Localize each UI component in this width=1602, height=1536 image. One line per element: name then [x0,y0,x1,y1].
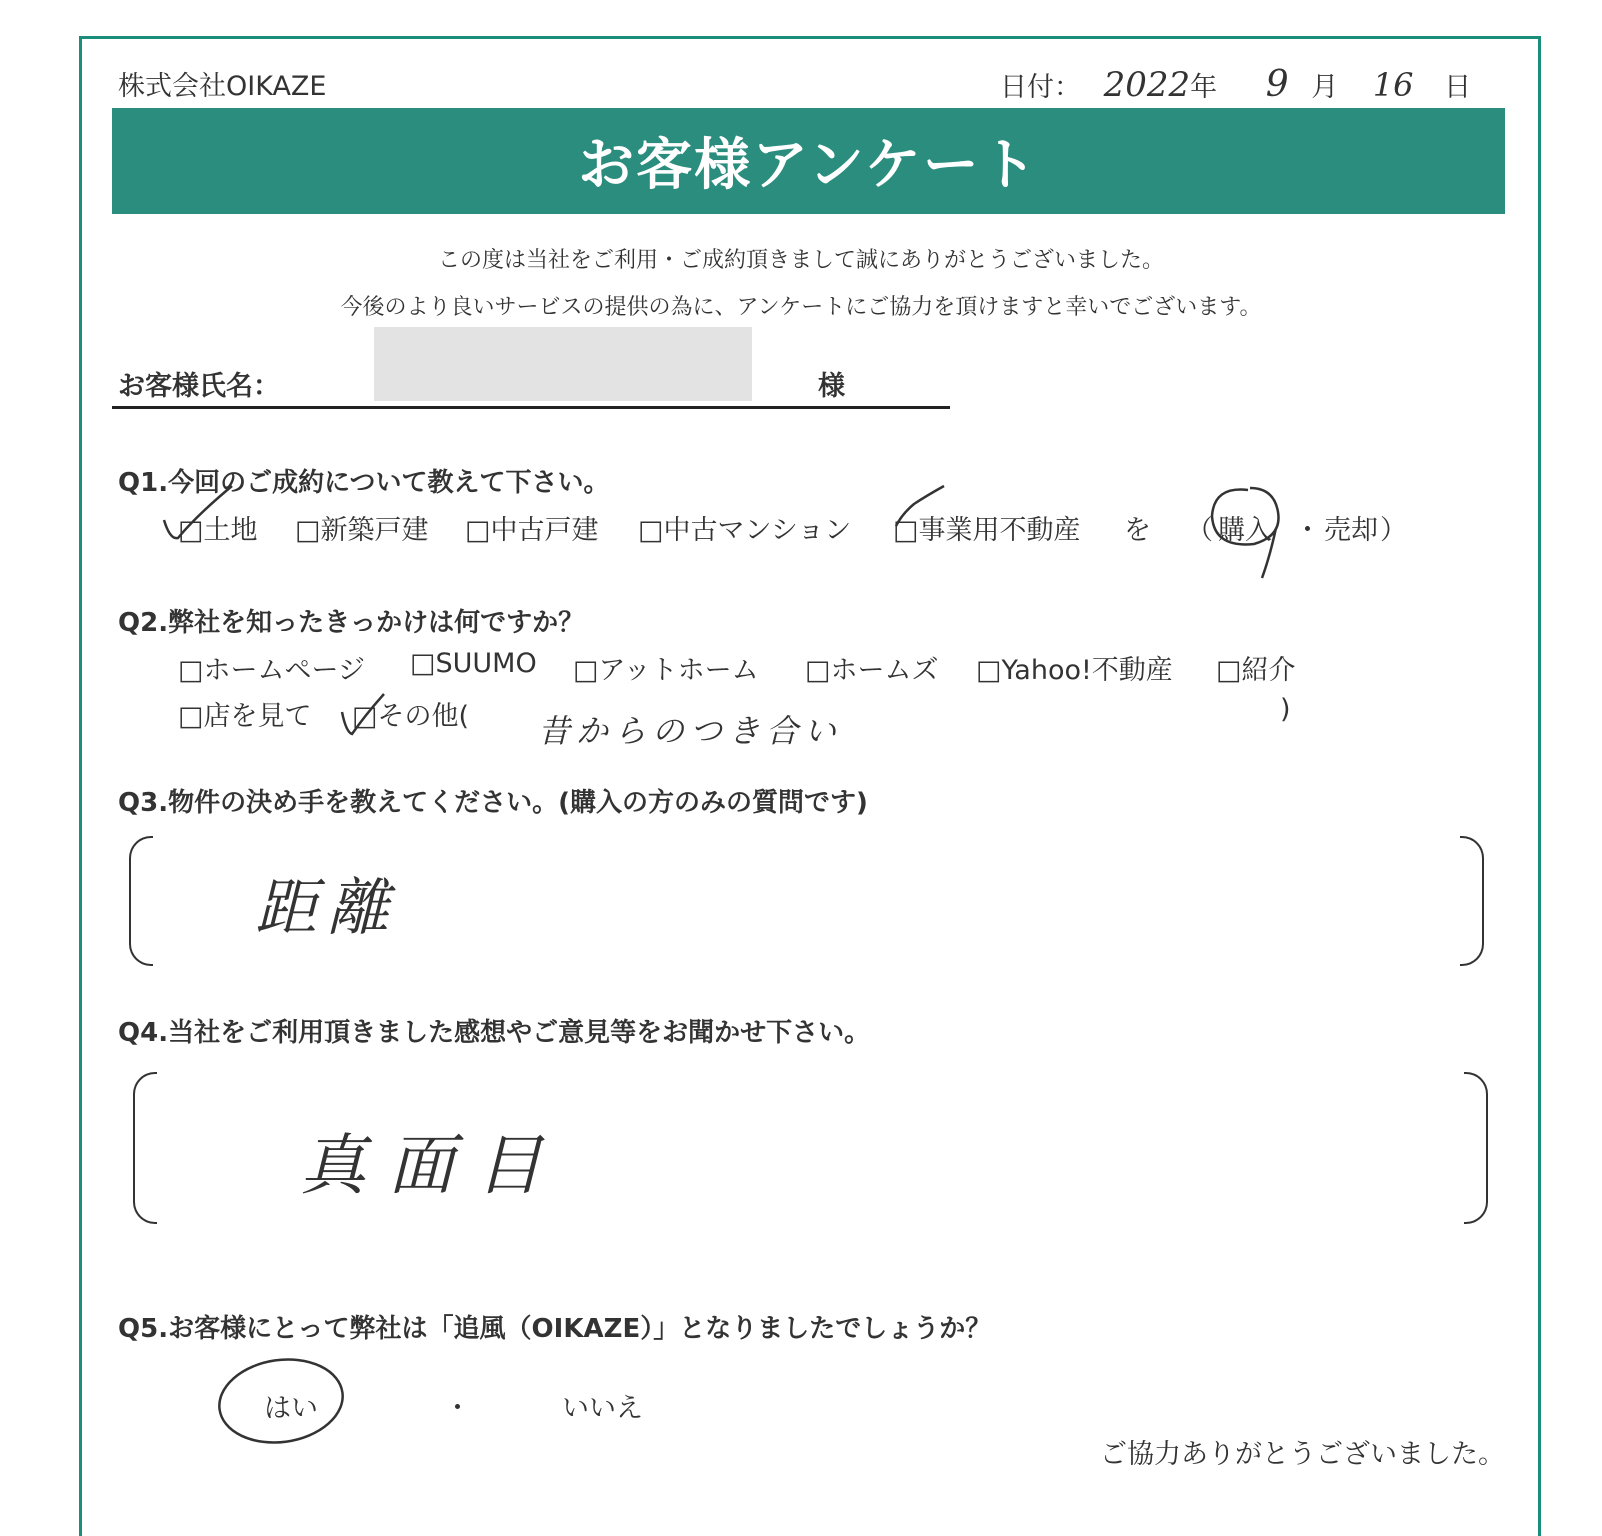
company-name: 株式会社OIKAZE [118,71,327,102]
q1-dot: ・ [1294,515,1321,546]
q1-option-used-condo[interactable]: □中古マンション [638,515,852,546]
date-year: 2022 [1103,65,1191,105]
q1-trade-purchase[interactable]: 購入 [1218,515,1272,546]
date-label: 日付： [1000,72,1081,103]
q5-dot: ・ [444,1393,471,1424]
date-day: 16 [1372,66,1414,104]
q4-answer[interactable]: 真面目 [300,1127,564,1204]
q5-yes-circle [214,1352,348,1450]
intro-line-1: この度は当社をご利用・ご成約頂きまして誠にありがとうございました。 [437,248,1164,273]
q2-question: Q2.弊社を知ったきっかけは何ですか？ [118,608,585,638]
q1-land-check-mark [164,486,232,538]
q3-answer[interactable]: 距離 [255,871,400,944]
q2-option-store[interactable]: □店を見て [178,701,312,732]
q1-close-paren: ） [1380,515,1407,546]
q2-other-close-paren: ) [1280,694,1291,725]
q1-purchase-circle [1212,488,1279,578]
intro-line-2: 今後のより良いサービスの提供の為に、アンケートにご協力を頂けますと幸いでございます。 [340,295,1262,320]
date-month-unit: 月 [1311,72,1339,103]
q2-option-referral[interactable]: □紹介 [1216,655,1296,686]
q1-option-business-property[interactable]: □事業用不動産 [893,515,1081,546]
q4-question: Q4.当社をご利用頂きました感想やご意見等をお聞かせ下さい。 [118,1018,871,1048]
q2-option-homepage[interactable]: □ホームページ [178,655,365,686]
q2-option-other[interactable]: □その他( [352,701,470,732]
date-day-unit: 日 [1444,72,1472,103]
q1-option-used-house[interactable]: □中古戸建 [465,515,599,546]
q1-open-paren: （ [1186,515,1213,546]
q1-business-check-mark [896,486,944,526]
q2-option-athome[interactable]: □アットホーム [573,655,759,686]
date-month: 9 [1265,64,1289,105]
page-title: お客様アンケート [578,133,1039,198]
q5-question: Q5.お客様にとって弊社は「追風（OIKAZE）」となりましたでしょうか？ [118,1314,992,1344]
q1-trade-sale[interactable]: 売却 [1324,515,1378,546]
q2-option-yahoo[interactable]: □Yahoo!不動産 [976,655,1173,686]
customer-name-label: お客様氏名： [118,371,280,402]
closing-message: ご協力ありがとうございました。 [1100,1439,1505,1470]
customer-honorific: 様 [818,371,845,402]
q1-particle: を [1124,515,1151,546]
q1-option-land[interactable]: □土地 [178,515,258,546]
q5-option-no[interactable]: いいえ [562,1393,643,1424]
q2-other-check-mark [342,694,384,734]
q2-other-answer[interactable]: 昔からのつき合い [538,712,843,750]
q2-option-suumo[interactable]: □SUUMO [410,648,537,679]
q5-option-yes[interactable]: はい [264,1393,318,1424]
q1-question: Q1.今回のご成約について教えて下さい。 [118,468,610,498]
q2-option-homes[interactable]: □ホームズ [805,655,939,686]
q3-question: Q3.物件の決め手を教えてください。(購入の方のみの質問です) [118,788,868,818]
date-year-unit: 年 [1190,72,1218,103]
q1-option-new-house[interactable]: □新築戸建 [295,515,429,546]
